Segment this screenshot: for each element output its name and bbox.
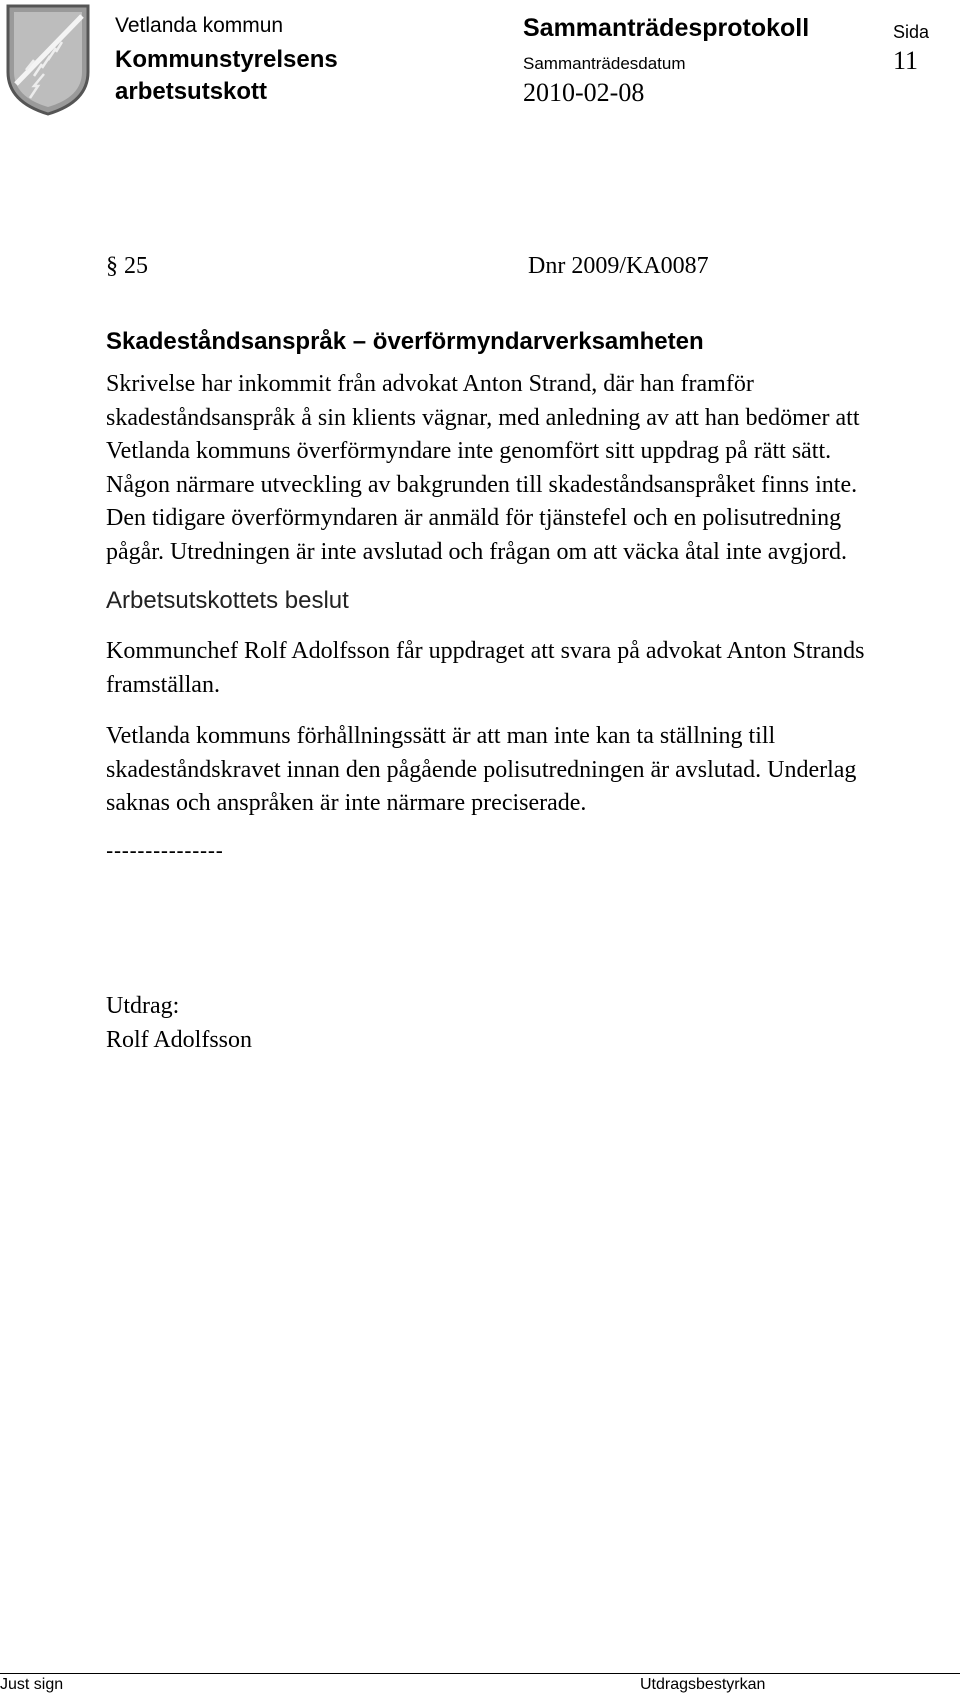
body-line: Den tidigare överförmyndaren är anmäld för tjänstefel och en polisutredning xyxy=(106,505,842,531)
decision-line: saknas och anspråken är inte närmare preciserade. xyxy=(106,790,587,816)
item-heading: Skadeståndsanspråk – överförmyndarverksamheten xyxy=(106,328,704,355)
decision-line: Vetlanda kommuns förhållningssätt är att man inte kan ta ställning till xyxy=(106,723,776,749)
decision-paragraph xyxy=(106,720,856,821)
decision-line: skadeståndskravet innan den pågående polisutredningen är avslutad. Underlag xyxy=(106,756,857,783)
extract-label: Utdrag: xyxy=(106,993,180,1019)
decision-line: Kommunchef Rolf Adolfsson får uppdraget att svara på advokat Anton Strands xyxy=(106,638,865,664)
body-line: pågår. Utredningen är inte avslutad och frågan om att väcka åtal inte avgjord. xyxy=(106,538,848,565)
case-number: Dnr 2009/KA0087 xyxy=(528,253,709,279)
separator-dashes: --------------- xyxy=(106,838,224,863)
body-line: Någon närmare utveckling av bakgrunden till skadeståndsanspråket finns inte. xyxy=(106,471,858,498)
body-line: Skrivelse har inkommit från advokat Anton Strand, där han framför xyxy=(106,371,754,397)
municipal-coat-of-arms-icon xyxy=(4,2,92,118)
organization-body-line: arbetsutskott xyxy=(115,78,268,105)
document-type: Sammanträdesprotokoll xyxy=(523,14,810,42)
organization-body-line: Kommunstyrelsens xyxy=(115,46,338,73)
organization-name: Vetlanda kommun xyxy=(115,14,284,37)
organization-body xyxy=(115,44,338,108)
decision-line: framställan. xyxy=(106,671,220,698)
footer-divider xyxy=(0,1673,960,1674)
meeting-date: 2010-02-08 xyxy=(523,78,645,107)
footer-just-sign: Just sign xyxy=(0,1676,64,1693)
meeting-date-label: Sammanträdesdatum xyxy=(523,54,686,73)
extract-recipient: Rolf Adolfsson xyxy=(106,1027,253,1053)
page-number: 11 xyxy=(893,46,919,75)
footer-extract-certification: Utdragsbestyrkan xyxy=(640,1676,766,1693)
item-body-paragraph xyxy=(106,368,859,569)
body-line: skadeståndsanspråk å sin klients vägnar, med anledning av att han bedömer att xyxy=(106,404,860,431)
page-label: Sida xyxy=(893,22,930,42)
paragraph-number: § 25 xyxy=(106,253,148,279)
decision-paragraph xyxy=(106,635,865,702)
body-line: Vetlanda kommuns överförmyndare inte genomfört sitt uppdrag på rätt sätt. xyxy=(106,438,832,464)
decision-heading: Arbetsutskottets beslut xyxy=(106,587,349,614)
